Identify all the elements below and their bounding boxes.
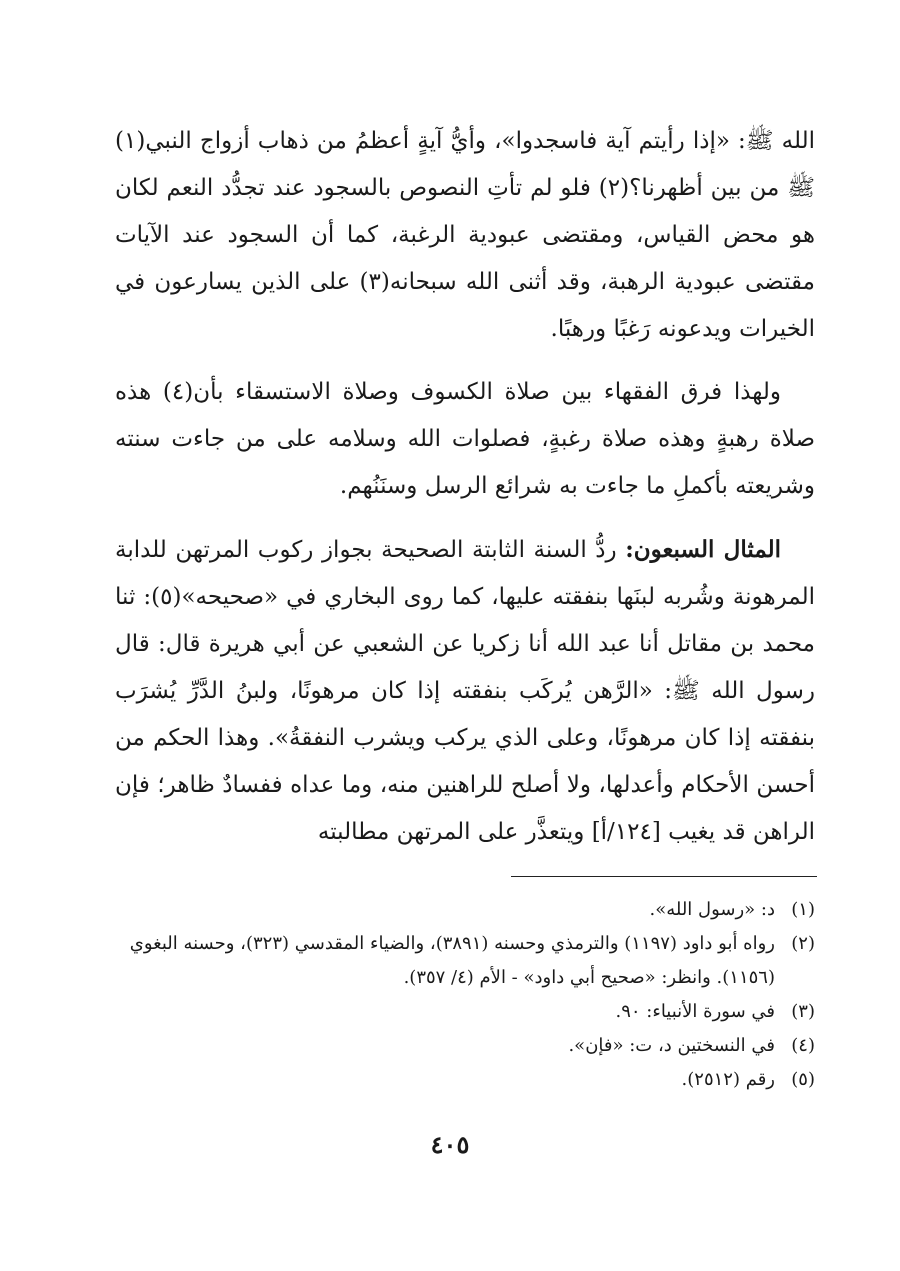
footnote-text: في سورة الأنبياء: ٩٠. [615,1001,775,1022]
footnote-text: رواه أبو داود (١١٩٧) والترمذي وحسنه (٣٨٩١)، والضياء المقدسي (٣٢٣)، وحسنه البغوي (١١٥٦). وانظر: «صحيح أبي داود» - الأم (٤/ ٣٥٧). [129,933,775,988]
footnotes [115,893,815,1097]
paragraph-2 [115,369,815,510]
paragraph-1 [115,118,815,353]
main-text [115,118,815,872]
footnote-number: (٥) [791,1069,815,1090]
footnote-4 [115,1029,815,1063]
section-heading: المثال السبعون: [625,536,782,563]
footnote-number: (٢) [791,933,815,954]
paragraph-2-text: ولهذا فرق الفقهاء بين صلاة الكسوف وصلاة الاستسقاء بأن(٤) هذه صلاة رهبةٍ وهذه صلاة رغبةٍ، فصلوات الله وسلامه على من جاءت سنته وشريعته بأكملِ ما جاءت به شرائع الرسل وسنَنُهم. [115,379,815,499]
footnote-2 [115,927,815,995]
footnote-text: د: «رسول الله». [649,899,775,920]
footnote-1 [115,893,815,927]
paragraph-1-text: الله ﷺ: «إذا رأيتم آية فاسجدوا»، وأيُّ آيةٍ أعظمُ من ذهاب أزواج النبي(١) ﷺ من بين أظهرنا؟(٢) فلو لم تأتِ النصوص بالسجود عند تجدُّد النعم لكان هو محض القياس، ومقتضى عبودية الرغبة، كما أن السجود عند الآيات مقتضى عبودية الرهبة، وقد أثنى الله سبحانه(٣) على الذين يسارعون في الخيرات ويدعونه رَغبًا ورهبًا. [115,128,815,342]
page-number: ٤٠٥ [430,1130,470,1159]
footnote-5 [115,1063,815,1097]
paragraph-3 [115,526,815,856]
footnote-3 [115,995,815,1029]
footnote-divider [511,876,817,877]
footnote-number: (١) [791,899,815,920]
paragraph-3-text: ردُّ السنة الثابتة الصحيحة بجواز ركوب المرتهن للدابة المرهونة وشُربه لبنَها بنفقته عليها، كما روى البخاري في «صحيحه»(٥): ثنا محمد بن مقاتل أنا عبد الله أنا زكريا عن الشعبي عن أبي هريرة قال: قال رسول الله ﷺ: «الرَّهن يُركَب بنفقته إذا كان مرهونًا، ولبنُ الدَّرِّ يُشرَب بنفقته إذا كان مرهونًا، وعلى الذي يركب ويشرب النفقةُ». وهذا الحكم من أحسن الأحكام وأعدلها، ولا أصلح للراهنين منه، وما عداه ففسادٌ ظاهر؛ فإن الراهن قد يغيب [١٢٤/أ] ويتعذَّر على المرتهن مطالبته [115,537,815,845]
footnote-number: (٣) [791,1001,815,1022]
footnote-text: رقم (٢٥١٢). [681,1069,775,1090]
footnote-number: (٤) [791,1035,815,1056]
footnote-text: في النسختين د، ت: «فإن». [568,1035,775,1056]
